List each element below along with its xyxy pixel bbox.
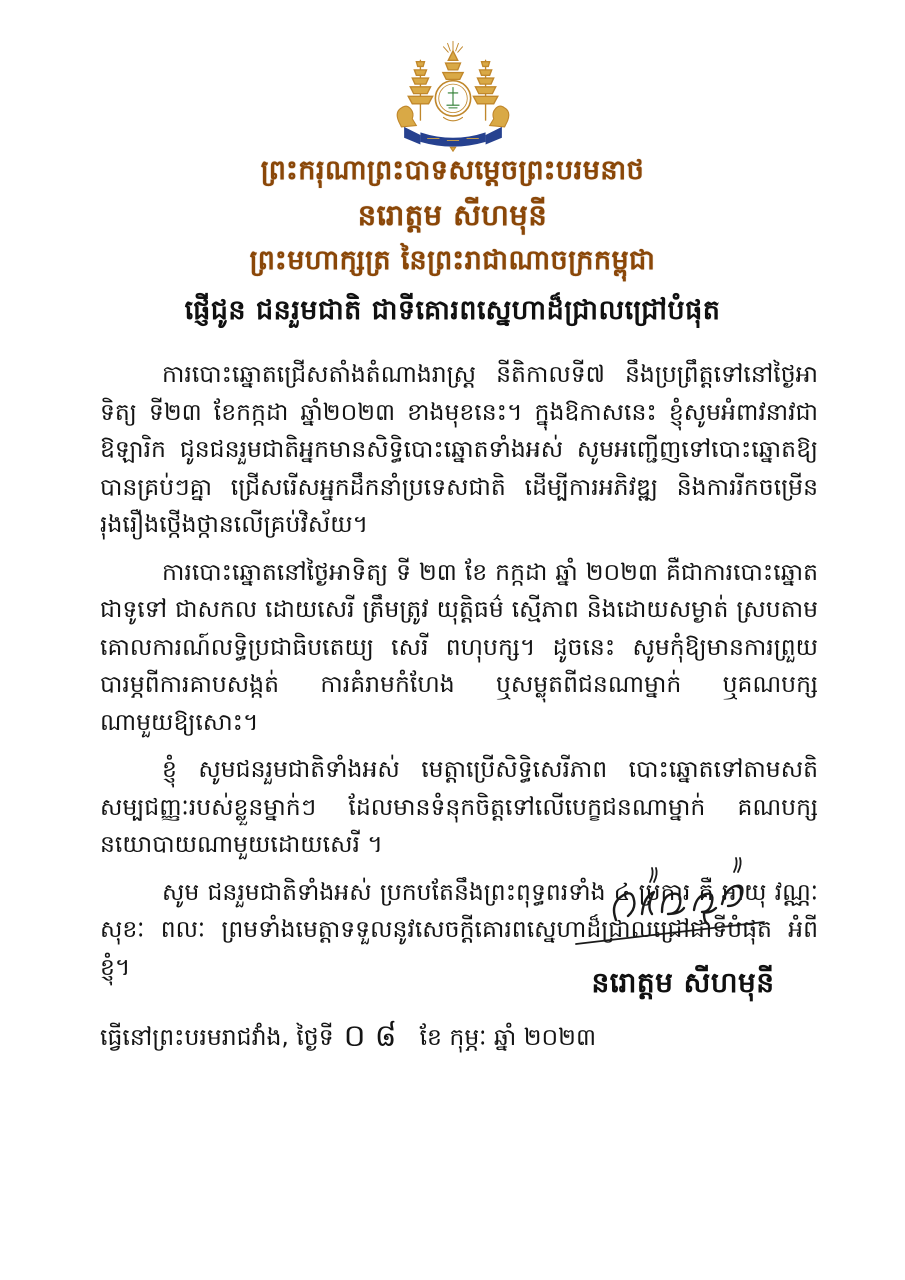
- paragraph-1: ការបោះឆ្នោតជ្រើសតាំងតំណាងរាស្ត្រ នីតិកាលទី៧ នឹងប្រព្រឹត្តទៅនៅថ្ងៃអាទិត្យ ទី២៣ ខែកក្កដា ឆ្នាំ២០២៣ ខាងមុខនេះ។ ក្នុងឱកាសនេះ ខ្ញុំសូមអំពាវនាវជាឱឡារិក ជូនជនរួមជាតិអ្នកមានសិទ្ធិបោះឆ្នោតទាំងអស់ សូមអញ្ជើញទៅបោះឆ្នោតឱ្យបានគ្រប់ៗគ្នា ជ្រើសរើសអ្នកដឹកនាំប្រទេសជាតិ ដើម្បីការអភិវឌ្ឍ និងការរីកចម្រើនរុងរឿងថ្កើងថ្កានលើគ្រប់វិស័យ។: [100, 360, 818, 538]
- paragraph-2: ការបោះឆ្នោតនៅថ្ងៃអាទិត្យ ទី ២៣ ខែ កក្កដា ឆ្នាំ ២០២៣ គឺជាការបោះឆ្នោតជាទូទៅ ជាសកល ដោយសេរី ត្រឹមត្រូវ យុត្តិធម៌ ស្មើភាព និងដោយសម្ងាត់ ស្របតាមគោលការណ៍លទ្ធិប្រជាធិបតេយ្យ សេរី ពហុបក្ស។ ដូចនេះ សូមកុំឱ្យមានការព្រួយបារម្ភពីការគាបសង្កត់ ការគំរាមកំហែង ឬសម្លុតពីជនណាម្នាក់ ឬគណបក្សណាមួយឱ្យសោះ។: [100, 557, 818, 736]
- royal-header-line-1: ព្រះករុណាព្រះបាទសម្តេចព្រះបរមនាថ: [260, 155, 645, 186]
- paragraph-3: ខ្ញុំ សូមជនរួមជាតិទាំងអស់ មេត្តាប្រើសិទ្ធិសេរីភាព បោះឆ្នោតទៅតាមសតិសម្បជញ្ញៈរបស់ខ្លួនម្នាក់ៗ ដែលមានទំនុកចិត្តទៅលើបេក្ខជនណាម្នាក់ គណបក្សនយោបាយណាមួយដោយសេរី ។: [100, 755, 818, 858]
- signature-handwriting-icon: [558, 852, 808, 957]
- dateline-day-handwritten: ០៨: [343, 1018, 406, 1054]
- royal-header-king-name: នរោត្តម សីហមុនី: [357, 198, 548, 232]
- signature-block: [528, 852, 838, 1006]
- royal-header-line-3: ព្រះមហាក្សត្រ នៃព្រះរាជាណាចក្រកម្ពុជា: [249, 245, 656, 276]
- paragraph-4: សូម ជនរួមជាតិទាំងអស់ ប្រកបតែនឹងព្រះពុទ្ធពរទាំង ៤ ប្រការ គឺ អាយុ វណ្ណៈ សុខៈ ពលៈ ព្រមទាំងមេត្តាទទួលនូវសេចក្តីគោរពស្នេហាដ៏ជ្រាលជ្រៅជាទីបំផុត អំពីខ្ញុំ។: [100, 877, 818, 981]
- dateline: [100, 1016, 596, 1061]
- royal-arms-of-cambodia-icon: [378, 40, 528, 152]
- royal-header: [0, 148, 905, 283]
- letter-title: ផ្ញើជូន ជនរួមជាតិ ជាទីគោរពស្នេហាដ៏ជ្រាលជ្រៅបំផុត: [184, 295, 721, 326]
- dateline-rest: ខែ កុម្ភៈ ឆ្នាំ ២០២៣: [419, 1023, 597, 1051]
- dateline-place: ធ្វើនៅព្រះបរមរាជវាំង, ថ្ងៃទី: [100, 1023, 334, 1051]
- signatory-name: នរោត្តម សីហមុនី: [591, 966, 775, 999]
